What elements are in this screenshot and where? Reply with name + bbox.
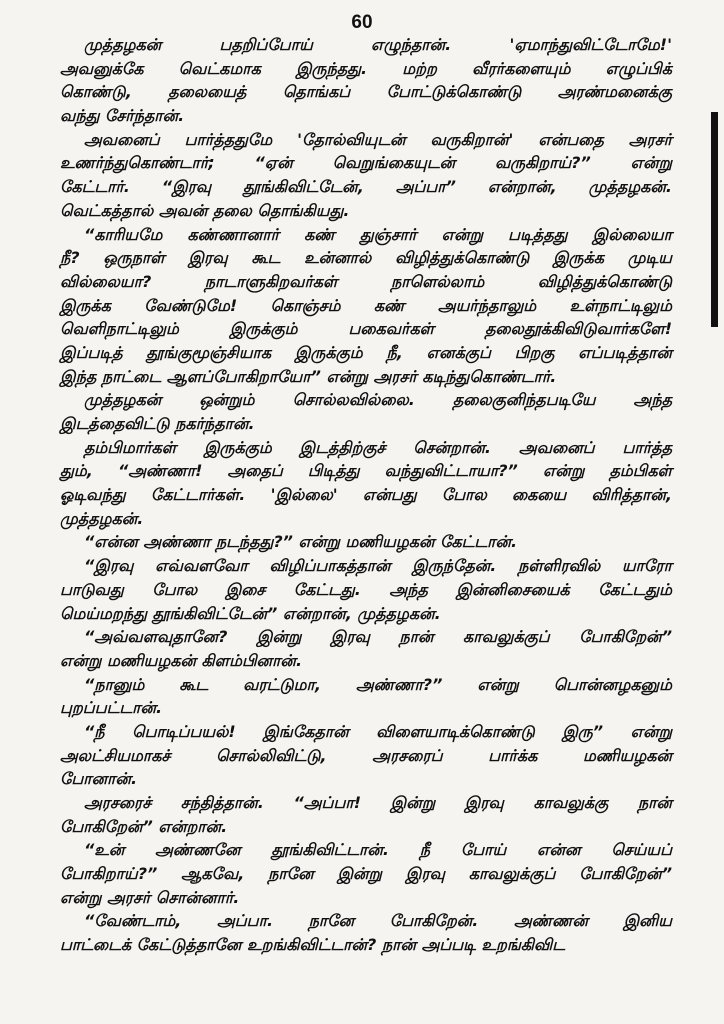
text-line: வந்து சேர்ந்தான். (60, 106, 185, 126)
text-line: தும், “அண்ணா! அதைப் பிடித்து வந்துவிட்டாயா?” என்று தம்பிகள் (60, 461, 672, 481)
scan-edge-shadow (711, 112, 718, 327)
text-line: கொண்டு, தலையைத் தொங்கப் போட்டுக்கொண்டு அரண்மனைக்கு (60, 82, 672, 102)
text-line: “என்ன அண்ணா நடந்தது?” என்று மணியழகன் கேட்டான். (84, 532, 518, 552)
text-line: அலட்சியமாகச் சொல்லிவிட்டு, அரசரைப் பார்க்க மணியழகன் (60, 745, 672, 765)
paragraph (60, 530, 672, 554)
text-line: என்று அரசர் சொன்னார். (60, 887, 240, 907)
text-line: போகிறாய்?” ஆகவே, நானே இன்று இரவு காவலுக்குப் போகிறேன்” (60, 864, 672, 884)
paragraph (60, 909, 672, 956)
text-line: “காரியமே கண்ணானார் கண் துஞ்சார் என்று படித்தது இல்லையா (84, 224, 672, 244)
text-line: தம்பிமார்கள் இருக்கும் இடத்திற்குச் சென்றான். அவனைப் பார்த்த (84, 437, 672, 457)
text-line: “நீ பொடிப்பயல்! இங்கேதான் விளையாடிக்கொண்டு இரு” என்று (84, 721, 672, 741)
text-line: வெளிநாட்டிலும் இருக்கும் பகைவர்கள் தலைதூக்கிவிடுவார்களே! (60, 319, 672, 339)
text-line: போகிறேன்” என்றான். (60, 816, 228, 836)
text-line: இந்த நாட்டை ஆளப்போகிறாயோ” என்று அரசர் கடிந்துகொண்டார். (60, 366, 557, 386)
paragraph (60, 554, 672, 625)
text-line: உணர்ந்துகொண்டார்; “ஏன் வெறுங்கையுடன் வருகிறாய்?” என்று (60, 153, 672, 173)
text-line: முத்தழகன் பதறிப்போய் எழுந்தான். 'ஏமாந்துவிட்டோமே!' (84, 35, 672, 54)
text-line: பாட்டைக் கேட்டுத்தானே உறங்கிவிட்டான்? நான் அப்படி உறங்கிவிட (60, 935, 565, 955)
text-line: “இரவு எவ்வளவோ விழிப்பாகத்தான் இருந்தேன். நள்ளிரவில் யாரோ (84, 556, 672, 576)
text-line: போனான். (60, 769, 138, 789)
text-line: வில்லையா? நாடாளுகிறவர்கள் நாளெல்லாம் விழித்துக்கொண்டு (60, 271, 672, 291)
paragraph (60, 436, 672, 531)
paragraph (60, 673, 672, 720)
text-line: அவனுக்கே வெட்கமாக இருந்தது. மற்ற வீரர்களையும் எழுப்பிக் (60, 58, 672, 78)
text-line: பாடுவது போல இசை கேட்டது. அந்த இன்னிசையைக் கேட்டதும் (60, 579, 672, 599)
page-number: 60 (351, 12, 373, 33)
text-line: கேட்டார். “இரவு தூங்கிவிட்டேன், அப்பா” என்றான், முத்தழகன். (60, 177, 672, 197)
text-line: ஓடிவந்து கேட்டார்கள். 'இல்லை' என்பது போல கையை விரித்தான், (60, 485, 672, 505)
text-line: என்று மணியழகன் கிளம்பினான். (60, 650, 303, 670)
paragraph (60, 128, 672, 223)
paragraph (60, 388, 672, 435)
paragraph (60, 625, 672, 672)
paragraph (60, 33, 672, 128)
text-line: இப்படித் தூங்குமூஞ்சியாக இருக்கும் நீ, எனக்குப் பிறகு எப்படித்தான் (60, 342, 672, 362)
paragraph (60, 838, 672, 909)
paragraph (60, 720, 672, 791)
text-line: முத்தழகன் ஒன்றும் சொல்லவில்லை. தலைகுனிந்தபடியே அந்த (84, 390, 672, 410)
text-line: “உன் அண்ணனே தூங்கிவிட்டான். நீ போய் என்ன செய்யப் (84, 840, 672, 860)
text-line: இடத்தைவிட்டு நகர்ந்தான். (60, 414, 255, 433)
text-line: “நானும் கூட வரட்டுமா, அண்ணா?” என்று பொன்னழகனும் (84, 674, 672, 694)
text-line: வெட்கத்தால் அவன் தலை தொங்கியது. (60, 200, 350, 220)
text-line: “வேண்டாம், அப்பா. நானே போகிறேன். அண்ணன் இனிய (84, 911, 672, 931)
text-line: மெய்மறந்து தூங்கிவிட்டேன்” என்றான், முத்தழகன். (60, 603, 441, 623)
text-line: முத்தழகன். (60, 508, 144, 528)
text-line: அவனைப் பார்த்ததுமே 'தோல்வியுடன் வருகிறான்' என்பதை அரசர் (84, 129, 672, 149)
text-line: புறப்பட்டான். (60, 698, 163, 718)
text-line: “அவ்வளவுதானே? இன்று இரவு நான் காவலுக்குப் போகிறேன்” (84, 627, 672, 647)
paragraph (60, 791, 672, 838)
paragraph (60, 223, 672, 389)
body-text (60, 33, 672, 957)
text-line: நீ? ஒருநாள் இரவு கூட உன்னால் விழித்துக்கொண்டு இருக்க முடிய (60, 248, 672, 268)
text-line: இருக்க வேண்டுமே! கொஞ்சம் கண் அயர்ந்தாலும் உள்நாட்டிலும் (60, 295, 672, 315)
text-line: அரசரைச் சந்தித்தான். “அப்பா! இன்று இரவு காவலுக்கு நான் (84, 793, 672, 812)
